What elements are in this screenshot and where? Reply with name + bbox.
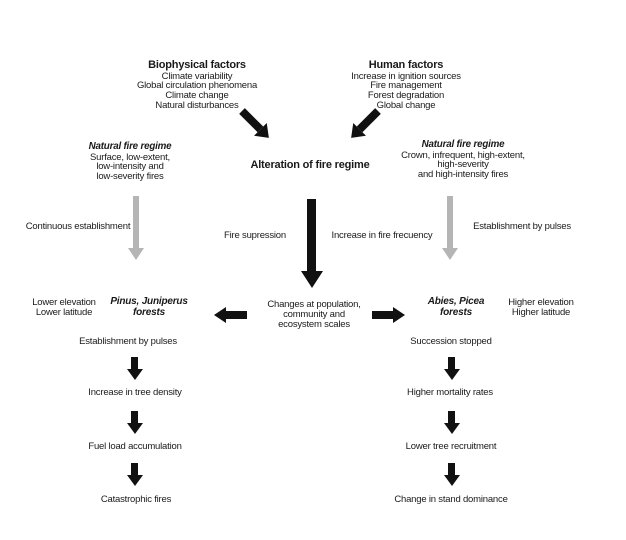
changes-line: Changes at population, <box>267 299 361 310</box>
establishment-by-pulses-right-label: Establishment by pulses <box>473 221 571 232</box>
nfr-left-line: low-severity fires <box>96 171 164 183</box>
human-factors-title: Human factors <box>368 59 444 71</box>
forests-line: forests <box>133 306 165 318</box>
lower-tree-recruitment-label: Lower tree recruitment <box>405 441 497 452</box>
abies-picea-forests-node <box>428 297 485 318</box>
changes-scales-node <box>267 300 360 329</box>
changes-line: community and <box>283 308 345 320</box>
change-in-stand-dominance-label: Change in stand dominance <box>394 494 508 505</box>
arrow-alteration-to-changes-icon <box>301 199 323 288</box>
natural-fire-regime-left-title: Natural fire regime <box>88 141 172 152</box>
natural-fire-regime-right-title: Natural fire regime <box>421 139 505 150</box>
arrow-down-right-chain-icon <box>444 411 460 434</box>
biophysical-line: Climate variability <box>161 70 233 82</box>
succession-stopped-label: Succession stopped <box>410 336 492 347</box>
biophysical-line: Global circulation phenomena <box>136 80 258 92</box>
biophysical-line: Natural disturbances <box>155 99 239 111</box>
biophysical-factors-block <box>137 59 257 111</box>
nfr-left-line: Surface, low-extent, <box>90 151 170 163</box>
forests-line: forests <box>440 306 472 318</box>
arrow-changes-to-pinus-icon <box>214 307 247 323</box>
human-line: Forest degradation <box>367 90 445 102</box>
arrow-down-right-chain-icon <box>444 463 460 486</box>
biophysical-line: Climate change <box>165 90 229 102</box>
arrow-down-left-chain-icon <box>127 411 143 434</box>
biophysical-factors-title: Biophysical factors <box>148 59 246 71</box>
arrow-gray-establishment-by-pulses-icon <box>442 196 458 260</box>
nfr-right-line: and high-intensity fires <box>417 169 509 181</box>
arrow-down-left-chain-icon <box>127 357 143 380</box>
human-line: Increase in ignition sources <box>351 70 461 82</box>
pinus-juniperus-line: Pinus, Juniperus <box>110 296 188 307</box>
abies-picea-line: Abies, Picea <box>427 296 485 307</box>
human-line: Global change <box>376 99 436 111</box>
arrow-down-left-chain-icon <box>127 463 143 486</box>
human-factors-block <box>351 59 461 111</box>
nfr-right-line: Crown, infrequent, high-extent, <box>401 149 525 161</box>
nfr-right-line: high-severity <box>437 159 489 171</box>
establishment-by-pulses-left-label: Establishment by pulses <box>79 336 177 347</box>
human-line: Fire management <box>370 80 442 92</box>
changes-line: ecosystem scales <box>278 318 350 330</box>
catastrophic-fires-label: Catastrophic fires <box>100 494 172 505</box>
increase-in-tree-density-label: Increase in tree density <box>88 387 182 398</box>
alteration-of-fire-regime-node: Alteration of fire regime <box>250 159 370 171</box>
continuous-establishment-label: Continuous establishment <box>25 221 131 232</box>
higher-mortality-rates-label: Higher mortality rates <box>407 387 493 398</box>
lower-elevation-line: Lower elevation <box>32 297 96 308</box>
nfr-left-line: low-intensity and <box>96 161 164 173</box>
arrow-down-right-chain-icon <box>444 357 460 380</box>
higher-elevation-latitude-block <box>508 298 573 318</box>
higher-elevation-line: Higher elevation <box>508 297 574 308</box>
pinus-juniperus-forests-node <box>110 297 187 318</box>
higher-latitude-line: Higher latitude <box>511 306 571 318</box>
natural-fire-regime-left-block <box>89 142 172 182</box>
lower-latitude-line: Lower latitude <box>35 306 93 318</box>
fuel-load-accumulation-label: Fuel load accumulation <box>88 441 182 452</box>
arrow-changes-to-abies-icon <box>372 307 405 323</box>
lower-elevation-latitude-block <box>32 298 96 318</box>
increase-in-fire-frecuency-label: Increase in fire frecuency <box>331 230 433 241</box>
fire-supression-label: Fire supression <box>224 230 286 241</box>
natural-fire-regime-right-block <box>401 140 525 180</box>
